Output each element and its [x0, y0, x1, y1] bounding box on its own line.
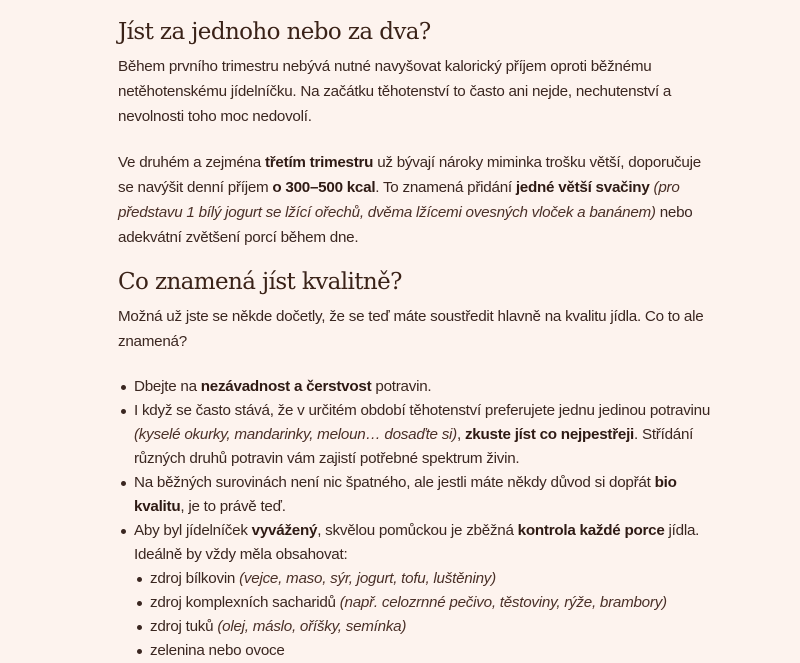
text: zdroj komplexních sacharidů: [150, 594, 340, 611]
text: ,: [457, 426, 465, 443]
italic-note: (vejce, maso, sýr, jogurt, tofu, luštěniny): [239, 570, 496, 587]
text: , skvělou pomůckou je zběžná: [317, 522, 518, 539]
text: zelenina nebo ovoce: [150, 642, 285, 659]
text: už bývají nároky miminka trošku větší, doporučuje se navýšit denní příjem: [118, 154, 701, 196]
portion-components-list: [134, 567, 718, 663]
text: . To znamená přidání: [375, 179, 516, 196]
text: potravin.: [371, 378, 432, 395]
bold-text: zkuste jíst co nejpestřeji: [464, 426, 635, 443]
article-content: [118, 12, 718, 663]
italic-snack-example: (pro představu 1 bílý jogurt se lžící ořechů, dvěma lžícemi ovesných vloček a banánem): [118, 179, 680, 221]
list-item: [118, 519, 718, 663]
text: Ve druhém a zejména: [118, 154, 265, 171]
bold-third-trimester: třetím trimestru: [264, 154, 374, 171]
paragraph-quality-intro: Možná už jste se někde dočetly, že se teď máte soustředit hlavně na kvalitu jídla. Co to ale znamená?: [118, 308, 704, 350]
bold-text: nezávadnost a čerstvost: [200, 378, 372, 395]
list-item: [118, 375, 718, 399]
text: Dbejte na: [134, 378, 201, 395]
bold-snack: jedné větší svačiny: [515, 179, 650, 196]
sub-list-item: [134, 591, 718, 615]
section-heading-eat-for-two: Jíst za jednoho nebo za dva?: [118, 19, 431, 45]
text: , je to právě teď.: [180, 498, 286, 515]
sub-list-item: [134, 615, 718, 639]
text: I když se často stává, že v určitém období těhotenství preferujete jednu jedinou potravinu: [134, 402, 711, 419]
italic-note: (olej, máslo, oříšky, semínka): [217, 618, 407, 635]
text: zdroj bílkovin: [150, 570, 240, 587]
bold-text: bio kvalitu: [134, 474, 677, 515]
bold-text: kontrola každé porce: [517, 522, 665, 539]
list-item: [118, 471, 718, 519]
paragraph-second-third-trimester: [118, 150, 718, 250]
italic-note: (např. celozrnné pečivo, těstoviny, rýže, brambory): [339, 594, 667, 611]
text: . Střídání různých druhů potravin vám zajistí potřebné spektrum živin.: [134, 426, 694, 467]
section-heading-eat-quality: Co znamená jíst kvalitně?: [118, 269, 402, 295]
sub-list-item: [134, 567, 718, 591]
list-item: [118, 399, 718, 471]
text: Aby byl jídelníček: [134, 522, 252, 539]
text: jídla. Ideálně by vždy měla obsahovat:: [134, 522, 700, 563]
text: zdroj tuků: [150, 618, 218, 635]
italic-text: (kyselé okurky, mandarinky, meloun… dosaďte si): [134, 426, 457, 443]
bold-kcal: o 300–500 kcal: [272, 179, 376, 196]
sub-list-item: [134, 639, 718, 663]
text: nebo adekvátní zvětšení porcí během dne.: [118, 204, 693, 246]
text: Na běžných surovinách není nic špatného, ale jestli máte někdy důvod si dopřát: [134, 474, 655, 491]
quality-tips-list: [118, 375, 718, 663]
bold-text: vyvážený: [251, 522, 318, 539]
paragraph-first-trimester: Během prvního trimestru nebývá nutné navyšovat kalorický příjem oproti běžnému netěhotenskému jídelníčku. Na začátku těhotenství to často ani nejde, nechutenství a nevolnosti toho moc nedovolí.: [118, 58, 672, 125]
